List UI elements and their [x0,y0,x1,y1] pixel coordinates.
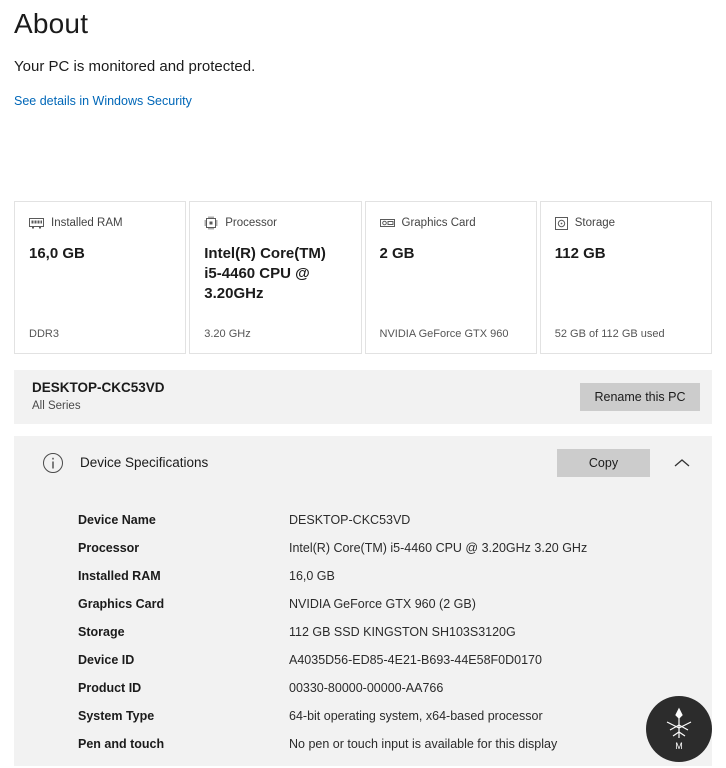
spec-key: Processor [78,541,140,555]
spec-value: No pen or touch input is available for this display [289,737,558,751]
table-row [78,618,712,646]
copy-button[interactable]: Copy [557,449,650,477]
spec-value: 112 GB SSD KINGSTON SH103S3120G [289,625,516,639]
card-header [204,215,346,231]
card-storage [540,201,712,354]
page-title: About [14,8,89,39]
about-page [0,8,726,768]
spec-value: A4035D56-ED85-4E21-B693-44E58F0D0170 [289,653,542,667]
pc-series: All Series [32,400,81,413]
graphics-card-icon [380,217,395,229]
spec-key: Pen and touch [78,737,165,751]
card-header [29,215,171,231]
card-label: Processor [225,217,278,229]
chevron-up-icon[interactable] [664,447,700,479]
page-subtitle: Your PC is monitored and protected. [14,58,256,75]
card-header [555,215,697,231]
table-row [78,590,712,618]
table-row [78,506,712,534]
spec-value: NVIDIA GeForce GTX 960 (2 GB) [289,597,476,611]
svg-text:M: M [675,741,683,751]
spec-key: Storage [78,625,125,639]
card-footnote: 3.20 GHz [204,328,251,340]
app-watermark-icon [646,696,712,762]
spec-key: Installed RAM [78,569,161,583]
spec-key: Device Name [78,513,156,527]
spec-value: Intel(R) Core(TM) i5-4460 CPU @ 3.20GHz 3.20 GHz [289,541,588,555]
spec-value: DESKTOP-CKC53VD [289,513,411,527]
device-specifications-header[interactable] [14,436,712,489]
spec-value: 00330-80000-00000-AA766 [289,681,444,695]
table-row [78,646,712,674]
card-footnote: NVIDIA GeForce GTX 960 [379,328,509,340]
spec-value: 16,0 GB [289,569,335,583]
card-header [380,215,522,231]
card-processor [189,201,361,354]
pc-name-texts [32,380,165,413]
spec-cards [14,201,712,354]
storage-icon [555,217,568,230]
table-row [78,534,712,562]
card-value: 2 GB [379,245,415,262]
card-label: Graphics Card [401,217,476,229]
pc-name: DESKTOP-CKC53VD [32,380,165,396]
spec-value: 64-bit operating system, x64-based processor [289,709,543,723]
table-row [78,702,712,730]
rename-this-pc-button[interactable]: Rename this PC [580,383,700,411]
table-row [78,674,712,702]
card-value: 16,0 GB [29,245,85,262]
ram-icon [29,217,44,229]
card-graphics-card [365,201,537,354]
info-icon [42,452,64,474]
card-footnote: 52 GB of 112 GB used [554,328,665,340]
windows-security-link[interactable]: See details in Windows Security [14,94,192,108]
table-row [78,562,712,590]
device-specifications-title: Device Specifications [80,455,209,470]
spec-key: Device ID [78,653,135,667]
device-specifications-section [14,436,712,766]
card-label: Installed RAM [51,217,123,229]
pc-name-bar [14,370,712,424]
processor-icon [204,216,218,230]
spec-key: System Type [78,709,155,723]
table-row [78,730,712,758]
card-label: Storage [574,217,616,229]
card-installed-ram [14,201,186,354]
card-value: Intel(R) Core(TM) i5-4460 CPU @ 3.20GHz [204,245,326,302]
card-value: 112 GB [554,245,606,262]
spec-key: Product ID [78,681,142,695]
device-specifications-table [14,506,712,758]
spec-key: Graphics Card [78,597,165,611]
card-footnote: DDR3 [29,328,59,340]
